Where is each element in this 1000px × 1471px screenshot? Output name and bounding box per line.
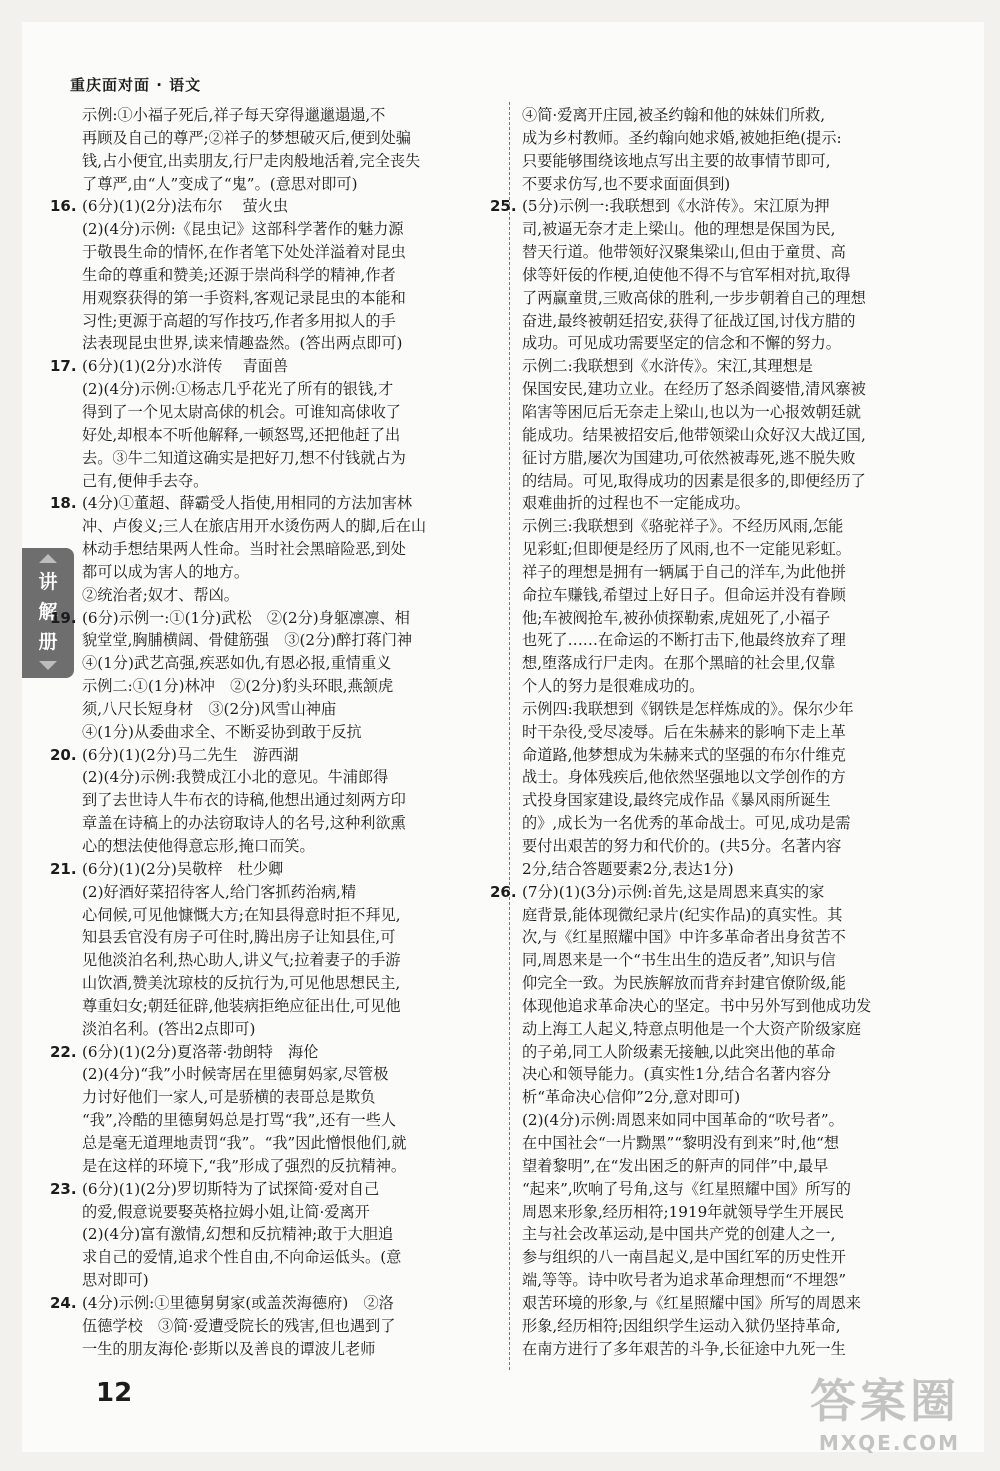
answer-line: 成功。可见成功需要坚定的信念和不懈的努力。	[522, 334, 841, 353]
answer-line: (6分)(1)(2分)夏洛蒂·勃朗特 海伦	[82, 1042, 319, 1061]
right-column	[490, 104, 940, 1360]
answer-line: 命道路,他梦想成为朱赫来式的坚强的布尔什维克	[522, 745, 846, 764]
answer-line: 式投身国家建设,最终完成作品《暴风雨所诞生	[522, 791, 831, 810]
answer-line: 望着黎明”,在“发出困乏的鼾声的同伴”中,最早	[522, 1156, 829, 1175]
answer-line: 伍德学校 ③简·爱遭受院长的残害,但也遇到了	[82, 1316, 396, 1335]
answer-line: 个人的努力是很难成功的。	[522, 677, 705, 696]
answer-line: 周恩来形象,经历相符;1919年就领导学生开展民	[522, 1202, 844, 1221]
answer-line: 己有,便伸手去夺。	[82, 471, 209, 490]
answer-line: 一生的朋友海伦·彭斯以及善良的谭波儿老师	[82, 1339, 376, 1358]
question-24	[50, 1292, 500, 1361]
question-number: 24.	[50, 1293, 77, 1312]
answer-line: 山饮酒,赞美沈琼枝的反抗行为,可见他思想民主,	[82, 974, 401, 993]
answer-line: 命拉车赚钱,希望过上好日子。但命运并没有眷顾	[522, 585, 846, 604]
answer-line: 战士。身体残疾后,他依然坚强地以文学创作的方	[522, 768, 846, 787]
answer-line: 都可以成为害人的地方。	[82, 562, 250, 581]
answer-line: 在南方进行了多年艰苦的斗争,长征途中九死一生	[522, 1339, 846, 1358]
text-line: 了尊严,由“人”变成了“鬼”。(意思对即可)	[82, 174, 358, 193]
question-number: 20.	[50, 745, 77, 764]
answer-line: 的爱,假意说要娶英格拉姆小姐,让简·爱离开	[82, 1202, 370, 1221]
answer-line: ④(1分)武艺高强,疾恶如仇,有恩必报,重情重义	[82, 654, 392, 673]
answer-line: 能成功。结果被招安后,他带领梁山众好汉大战辽国,	[522, 425, 866, 444]
answer-line: 司,被逼无奈才走上梁山。他的理想是保国为民,	[522, 220, 836, 239]
text-line: 不要求仿写,也不要求面面俱到)	[522, 174, 731, 193]
question-number: 26.	[490, 882, 517, 901]
text-line: 只要能够围绕该地点写出主要的故事情节即可,	[522, 151, 831, 170]
text-line: ④简·爱离开庄园,被圣约翰和他的妹妹们所救,	[522, 106, 826, 124]
answer-line: (6分)(1)(2分)吴敬梓 杜少卿	[82, 859, 284, 878]
answer-line: (6分)示例一:①(1分)武松 ②(2分)身躯凛凛、相	[82, 608, 410, 627]
column-divider	[509, 102, 510, 1370]
answer-line: 体现他追求革命决心的坚定。书中另外写到他成功发	[522, 996, 872, 1015]
page-number: 12	[96, 1378, 133, 1408]
watermark-line2: MXQE.COM	[818, 1431, 960, 1455]
answer-line: 主与社会改革运动,是中国共产党的创建人之一,	[522, 1225, 836, 1244]
answer-line: 艰苦环境的形象,与《红星照耀中国》所写的周恩来	[522, 1293, 861, 1312]
answer-line: 祥子的理想是拥有一辆属于自己的洋车,为此他拼	[522, 562, 846, 581]
answer-line: 章盖在诗稿上的办法窃取诗人的名号,这种利欲熏	[82, 814, 406, 833]
answer-line: 保国安民,建功立业。在经历了怒杀阎婆惜,清风寨被	[522, 380, 866, 399]
answer-line: ④(1分)从委曲求全、不断妥协到敢于反抗	[82, 722, 362, 741]
question-20	[50, 744, 500, 858]
question-number: 22.	[50, 1042, 77, 1061]
question-25	[490, 195, 940, 880]
answer-line: 去。③牛二知道这确实是把好刀,想不付钱就占为	[82, 448, 406, 467]
question-22	[50, 1041, 500, 1178]
answer-line: (2)(4分)富有激情,幻想和反抗精神;敢于大胆追	[82, 1225, 394, 1244]
watermark-line1: 答案圈	[810, 1374, 960, 1428]
answer-line: (4分)示例:①里德舅舅家(或盖茨海德府) ②洛	[82, 1293, 394, 1312]
question-18	[50, 492, 500, 606]
answer-line: (2)(4分)“我”小时候寄居在里德舅妈家,尽管极	[82, 1065, 389, 1084]
answer-line: 示例二:①(1分)林冲 ②(2分)豹头环眼,燕颔虎	[82, 677, 394, 696]
tab-arrow-down-icon	[39, 661, 57, 670]
question-number: 17.	[50, 357, 77, 376]
answer-line: 也死了……在命运的不断打击下,他最终放弃了理	[522, 631, 846, 650]
answer-line: (7分)(1)(3分)示例:首先,这是周恩来真实的家	[522, 882, 825, 901]
question-23	[50, 1178, 500, 1292]
answer-line: 要付出艰苦的努力和代价的。(共5分。名著内容	[522, 837, 842, 855]
question-19	[50, 607, 500, 744]
answer-line: 习性;更源于高超的写作技巧,作者多用拟人的手	[82, 311, 396, 330]
answer-line: 俅等奸佞的作梗,迫使他不得不与官军相对抗,取得	[522, 265, 851, 284]
text-line: 示例:①小福子死后,祥子每天穿得邋邋遢遢,不	[82, 106, 386, 124]
question-number: 25.	[490, 197, 517, 216]
answer-line: 淡泊名利。(答出2点即可)	[82, 1019, 256, 1038]
watermark-logo	[810, 1365, 960, 1455]
side-tab-label: 讲 解 册	[38, 571, 58, 653]
question-21	[50, 858, 500, 1041]
answer-line: 了两赢童贯,三败高俅的胜利,一步步朝着自己的理想	[522, 288, 866, 307]
answer-line: 见他淡泊名利,热心助人,讲义气;拉着妻子的手游	[82, 951, 401, 970]
answer-line: 知县丢官没有房子可住时,腾出房子让知县住,可	[82, 928, 396, 947]
answer-line: 形象,经历相符;因组织学生运动入狱仍坚持革命,	[522, 1316, 841, 1335]
tab-arrow-up-icon	[39, 554, 57, 563]
answer-line: 思对即可)	[82, 1271, 149, 1290]
answer-line: (2)(4分)示例:①杨志几乎花光了所有的银钱,才	[82, 380, 394, 399]
answer-line: 他;车被阀抢车,被孙侦探勒索,虎妞死了,小福子	[522, 608, 831, 627]
question-16	[50, 195, 500, 355]
question-number: 16.	[50, 197, 77, 216]
answer-line: 心的想法使他得意忘形,掩口而笑。	[82, 837, 315, 855]
answer-line: “我”,冷酷的里德舅妈总是打骂“我”,还有一些人	[82, 1111, 397, 1130]
answer-line: 林动手想结果两人性命。当时社会黑暗险恶,到处	[82, 540, 406, 559]
answer-line: (6分)(1)(2分)马二先生 游西湖	[82, 745, 299, 764]
answer-line: 庭背景,能体现微纪录片(纪实作品)的真实性。其	[522, 905, 843, 924]
answer-line: ②统治者;奴才、帮凶。	[82, 585, 239, 604]
question-26	[490, 881, 940, 1361]
answer-line: (6分)(1)(2分)法布尔 萤火虫	[82, 197, 289, 216]
answer-line: 次,与《红星照耀中国》中许多革命者出身贫苦不	[522, 928, 846, 947]
answer-line: 端,等等。诗中吹号者为追求革命理想而“不埋怨”	[522, 1271, 847, 1290]
answer-line: 艰难曲折的过程也不一定能成功。	[522, 494, 750, 513]
page-header: 重庆面对面 · 语文	[70, 76, 202, 94]
question-number: 19.	[50, 608, 77, 627]
answer-line: 陷害等困厄后无奈走上梁山,也以为一心报效朝廷就	[522, 402, 861, 421]
question-number: 18.	[50, 494, 77, 513]
answer-line: 的结局。可见,取得成功的因素是很多的,即便经历了	[522, 471, 866, 490]
answer-line: 2分,结合答题要素2分,表达1分)	[522, 859, 734, 878]
answer-line: 的子弟,同工人阶级素无接触,以此突出他的革命	[522, 1042, 836, 1061]
answer-line: 求自己的爱情,追求个性自由,不向命运低头。(意	[82, 1248, 402, 1267]
answer-line: 力讨好他们一家人,可是骄横的表哥总是欺负	[82, 1088, 376, 1107]
answer-line: 好处,却根本不听他解释,一顿怒骂,还把他赶了出	[82, 425, 401, 444]
answer-line: (6分)(1)(2分)罗切斯特为了试探简·爱对自己	[82, 1179, 380, 1198]
answer-line: 示例四:我联想到《钢铁是怎样炼成的》。保尔少年	[522, 699, 854, 718]
answer-line: 生命的尊重和赞美;还源于崇尚科学的精神,作者	[82, 265, 396, 284]
answer-line: 示例三:我联想到《骆驼祥子》。不经历风雨,怎能	[522, 517, 844, 536]
answer-line: 得到了一个见太尉高俅的机会。可谁知高俅收了	[82, 402, 401, 421]
answer-line: 奋进,最终被朝廷招安,获得了征战辽国,讨伐方腊的	[522, 311, 856, 330]
answer-line: 心伺候,可见他慷慨大方;在知县得意时拒不拜见,	[82, 905, 401, 924]
answer-line: 参与组织的八一南昌起义,是中国红军的历史性开	[522, 1248, 846, 1267]
answer-line: 动上海工人起义,特意点明他是一个大资产阶级家庭	[522, 1019, 861, 1038]
left-column	[50, 104, 500, 1360]
answer-line: 尊重妇女;朝廷征辟,他装病拒绝应征出仕,可见他	[82, 996, 401, 1015]
answer-line: 法表现昆虫世界,读来情趣盎然。(答出两点即可)	[82, 334, 403, 353]
text-line: 钱,占小便宜,出卖朋友,行尸走肉般地活着,完全丧失	[82, 151, 421, 170]
answer-line: “起来”,吹响了号角,这与《红星照耀中国》所写的	[522, 1179, 851, 1198]
answer-line: 示例二:我联想到《水浒传》。宋江,其理想是	[522, 357, 813, 376]
answer-line: (2)(4分)示例:我赞成江小北的意见。牛浦郎得	[82, 768, 389, 787]
answer-line: 是在这样的环境下,“我”形成了强烈的反抗精神。	[82, 1156, 407, 1175]
answer-line: 总是毫无道理地责罚“我”。“我”因此憎恨他们,就	[82, 1133, 407, 1152]
answer-line: 析“革命决心信仰”2分,意对即可)	[522, 1088, 741, 1107]
answer-line: 到了去世诗人牛布衣的诗稿,他想出通过刻两方印	[82, 791, 406, 810]
answer-line: 在中国社会“一片黝黑”“黎明没有到来”时,他“想	[522, 1133, 840, 1152]
answer-line: 于敬畏生命的情怀,在作者笔下处处洋溢着对昆虫	[82, 243, 406, 262]
answer-line: (6分)(1)(2分)水浒传 青面兽	[82, 357, 289, 376]
answer-line: (2)好酒好菜招待客人,给门客抓药治病,精	[82, 882, 357, 901]
question-number: 23.	[50, 1179, 77, 1198]
answer-line: 的》,成长为一名优秀的革命战士。可见,成功是需	[522, 814, 851, 833]
answer-line: 仰完全一致。为民族解放而背弃封建官僚阶级,能	[522, 974, 846, 993]
answer-line: 决心和领导能力。(真实性1分,结合名著内容分	[522, 1065, 831, 1084]
text-line: 成为乡村教师。圣约翰向她求婚,被她拒绝(提示:	[522, 128, 842, 147]
answer-line: 用观察获得的第一手资料,客观记录昆虫的本能和	[82, 288, 406, 307]
answer-line: (2)(4分)示例:《昆虫记》这部科学著作的魅力源	[82, 220, 404, 239]
answer-line: 冲、卢俊义;三人在旅店用开水烫伤两人的脚,后在山	[82, 517, 427, 536]
text-line: 再顾及自己的尊严;②祥子的梦想破灭后,便到处骗	[82, 128, 411, 147]
answer-line: 想,堕落成行尸走肉。在那个黑暗的社会里,仅靠	[522, 654, 836, 673]
answer-line: 时干杂役,受尽凌辱。后在朱赫来的影响下走上革	[522, 722, 846, 741]
question-17	[50, 355, 500, 492]
answer-line: (5分)示例一:我联想到《水浒传》。宋江原为押	[522, 197, 830, 216]
answer-line: 征讨方腊,屡次为国建功,可依然被毒死,逃不脱失败	[522, 448, 856, 467]
answer-line: 见彩虹;但即便是经历了风雨,也不一定能见彩虹。	[522, 540, 851, 559]
question-number: 21.	[50, 859, 77, 878]
answer-line: 须,八尺长短身材 ③(2分)风雪山神庙	[82, 699, 337, 718]
answer-line: (2)(4分)示例:周恩来如同中国革命的“吹号者”。	[522, 1111, 844, 1130]
answer-line: 貌堂堂,胸脯横阔、骨健筋强 ③(2分)醉打蒋门神	[82, 631, 413, 650]
answer-line: (4分)①董超、薛霸受人指使,用相同的方法加害林	[82, 494, 413, 513]
answer-line: 同,周恩来是一个“书生出生的造反者”,知识与信	[522, 951, 836, 970]
answer-line: 替天行道。他带领好汉聚集梁山,但由于童贯、高	[522, 243, 846, 262]
